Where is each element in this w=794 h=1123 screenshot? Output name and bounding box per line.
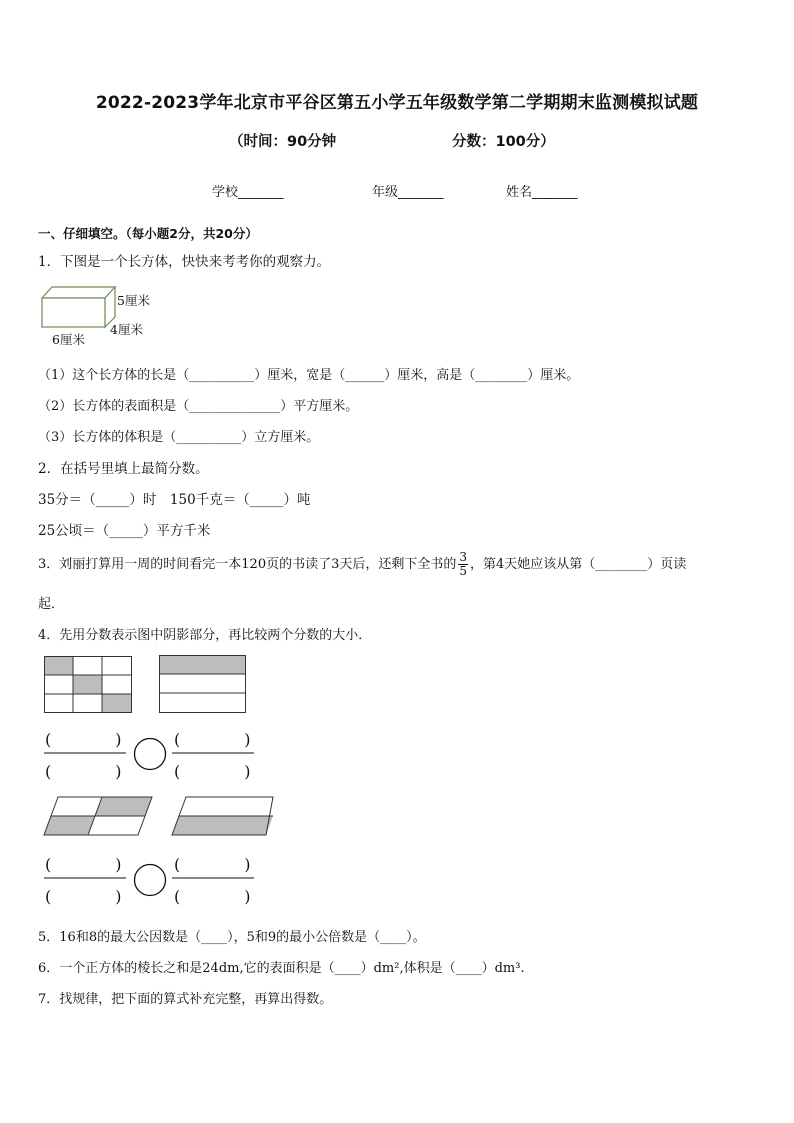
question-5: 5．16和8的最大公因数是（____），5和9的最小公倍数是（____）。: [38, 930, 426, 945]
section-heading: 一、仔细填空。（每小题2分，共20分）: [38, 226, 258, 241]
compare-circle-1[interactable]: [133, 737, 167, 771]
name-field: 姓名_______: [506, 185, 578, 200]
blank-denominator-1[interactable]: ( ): [45, 762, 122, 781]
question-2-stem: 2．在括号里填上最简分数。: [38, 461, 209, 477]
question-1-part-2: （2）长方体的表面积是（______________）平方厘米。: [38, 399, 359, 414]
grade-field: 年级_______: [372, 185, 444, 200]
blank-denominator-2[interactable]: ( ): [174, 762, 251, 781]
parallelogram-halves-figure: [172, 797, 276, 837]
fraction-numerator: 3: [459, 550, 467, 564]
cuboid-length-label: 6厘米: [52, 332, 85, 347]
question-1-part-3: （3）长方体的体积是（__________）立方厘米。: [38, 430, 320, 445]
rows-figure: [159, 655, 247, 713]
blank-numerator-4[interactable]: ( ): [174, 855, 251, 874]
page-title: 2022-2023学年北京市平谷区第五小学五年级数学第二学期期末监测模拟试题: [95, 93, 699, 113]
blank-numerator-2[interactable]: ( ): [174, 730, 251, 749]
question-3-text-after: ，第4天她应该从第（________）页读: [470, 557, 687, 572]
question-3-tail: 起．: [38, 597, 65, 612]
fraction-bar-4: [172, 877, 254, 879]
cuboid-figure: [40, 284, 120, 330]
fraction-bar-3: [44, 877, 126, 879]
blank-numerator-1[interactable]: ( ): [45, 730, 122, 749]
question-7: 7．找规律，把下面的算式补充完整，再算出得数。: [38, 992, 333, 1007]
fraction-three-fifths: [458, 551, 468, 578]
question-3-text-before: 3．刘丽打算用一周的时间看完一本120页的书读了3天后，还剩下全书的: [38, 557, 457, 572]
grid-figure: [44, 656, 132, 713]
blank-numerator-3[interactable]: ( ): [45, 855, 122, 874]
exam-time: （时间：90分钟: [229, 134, 337, 150]
school-field: 学校_______: [212, 185, 284, 200]
fraction-denominator: 5: [459, 564, 467, 578]
question-2-line-2: 25公顷＝（_____）平方千米: [38, 523, 211, 539]
cuboid-width-label: 4厘米: [110, 322, 143, 337]
exam-score: 分数：100分）: [452, 134, 555, 150]
question-4-stem: 4．先用分数表示图中阴影部分，再比较两个分数的大小．: [38, 628, 372, 643]
compare-circle-2[interactable]: [133, 863, 167, 897]
parallelogram-quarters-figure: [44, 797, 154, 837]
cuboid-height-label: 5厘米: [117, 293, 150, 308]
question-3-line: [38, 550, 686, 580]
fraction-bar-1: [44, 752, 126, 754]
question-1-part-1: （1）这个长方体的长是（__________）厘米，宽是（______）厘米，高是（________）厘米。: [38, 368, 580, 383]
blank-denominator-3[interactable]: ( ): [45, 887, 122, 906]
blank-denominator-4[interactable]: ( ): [174, 887, 251, 906]
question-2-line-1: 35分＝（_____）时 150千克＝（_____）吨: [38, 492, 311, 508]
question-6: 6．一个正方体的棱长之和是24dm,它的表面积是（____）dm²,体积是（____）dm³.: [38, 961, 525, 976]
fraction-bar-2: [172, 752, 254, 754]
question-1-stem: 1．下图是一个长方体，快快来考考你的观察力。: [38, 254, 331, 270]
